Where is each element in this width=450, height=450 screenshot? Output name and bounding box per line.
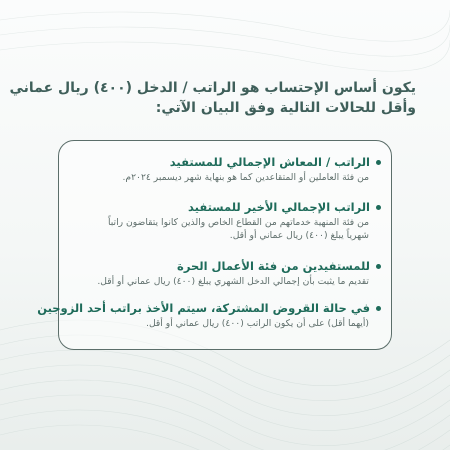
bullet-icon <box>376 205 381 210</box>
intro-line-2: وأقل للحالات التالية وفق البيان الآتي: <box>155 100 416 116</box>
item-desc: (أيهما أقل) على أن يكون الراتب (٤٠٠) ريال عماني أو أقل. <box>146 318 369 329</box>
list-item-self-employed <box>69 259 381 288</box>
list-item-terminated <box>69 200 381 242</box>
item-desc: تقديم ما يثبت بأن إجمالي الدخل الشهري يبلغ (٤٠٠) ريال عماني أو أقل. <box>97 276 369 287</box>
bullet-icon <box>376 160 381 165</box>
item-desc: من فئة العاملين أو المتقاعدين كما هو بنهاية شهر ديسمبر ٢٠٢٤م. <box>122 172 369 183</box>
bullet-icon <box>376 264 381 269</box>
item-title: للمستفيدين من فئة الأعمال الحرة <box>177 259 370 273</box>
bullet-icon <box>376 306 381 311</box>
item-desc: شهرياً يبلغ (٤٠٠) ريال عماني أو أقل. <box>229 230 369 241</box>
list-item-joint-loans <box>37 301 381 330</box>
intro-text <box>9 78 416 118</box>
item-desc: من فئة المنهية خدماتهم من القطاع الخاص والذين كانوا يتقاضون راتباً <box>107 217 369 228</box>
conditions-card <box>37 140 392 350</box>
list-item-employees <box>69 155 381 184</box>
item-title: الراتب / المعاش الإجمالي للمستفيد <box>169 155 370 169</box>
item-title: الراتب الإجمالي الأخير للمستفيد <box>187 200 370 214</box>
item-title: في حالة القروض المشتركة، سيتم الأخذ براتب أحد الزوجين <box>37 301 370 315</box>
intro-line-1: يكون أساس الإحتساب هو الراتب / الدخل (٤٠٠) ريال عماني <box>9 80 416 96</box>
